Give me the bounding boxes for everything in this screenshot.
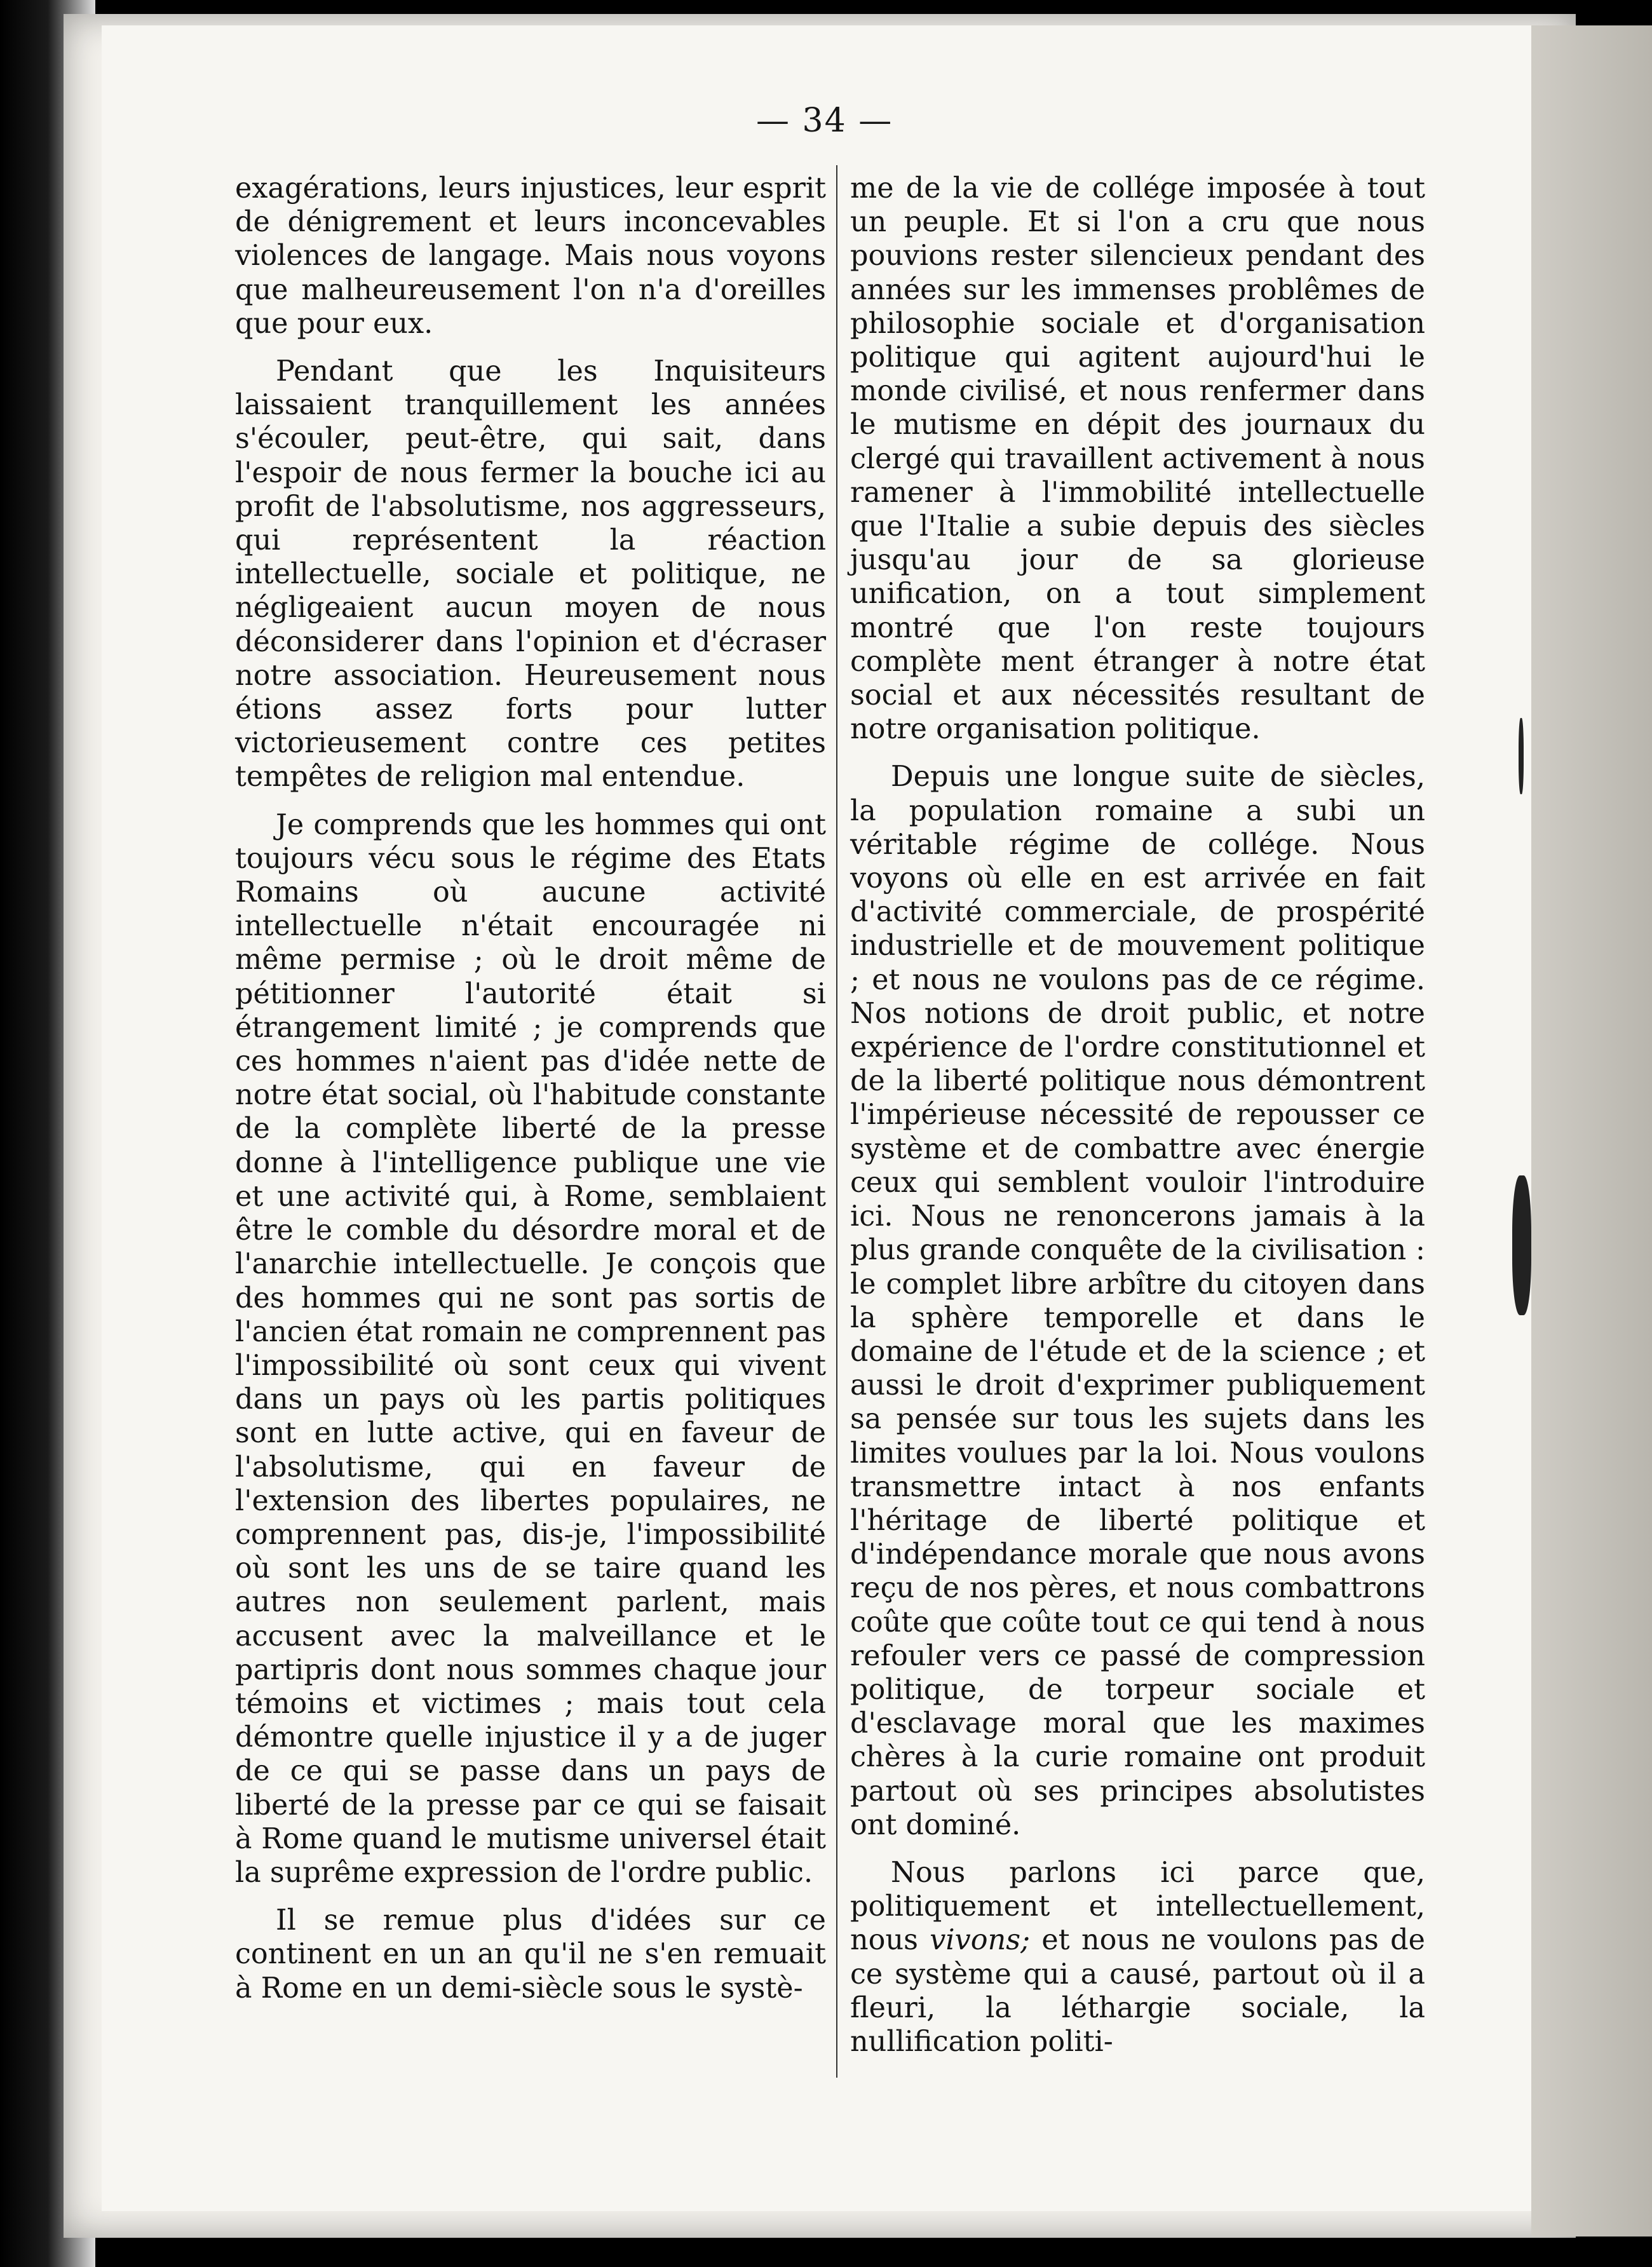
margin-mark-2 [1512,1175,1531,1315]
left-paragraph-1: exagérations, leurs injustices, leur esprit de dénigrement et leurs inconcevables violences de langage. Mais nous voyons que malheureusement l'on n'a d'oreilles que pour eux. [235,172,826,340]
left-paragraph-4: Il se remue plus d'idées sur ce continent en un an qu'il ne s'en remuait à Rome en un demi-siècle sous le systè- [235,1904,826,2005]
left-paragraph-2: Pendant que les Inquisiteurs laissaient tranquillement les années s'écouler, peut-être, qui sait, dans l'espoir de nous fermer la bouche ici au profit de l'absolutisme, nos aggresseurs, qui représentent la réaction intellectuelle, sociale et politique, ne négligeaient aucun moyen de nous déconsiderer dans l'opinion et d'écraser notre association. Heureusement nous étions assez forts pour lutter victorieusement contre ces petites tempêtes de religion mal entendue. [235,355,826,794]
page-number: — 34 — [756,102,893,140]
right-paragraph-1: me de la vie de collége imposée à tout un peuple. Et si l'on a cru que nous pouvions rester silencieux pendant des années sur les immenses problêmes de philosophie sociale et d'organisation politique qui agitent aujourd'hui le monde civilisé, et nous renfermer dans le mutisme en dépit des journaux du clergé qui travaillent activement à nous ramener à l'immobilité intellectuelle que l'Italie a subie depuis des siècles jusqu'au jour de sa glorieuse unification, on a tout simplement montré que l'on reste toujours complète ment étranger à notre état social et aux nécessités resultant de notre organisation politique. [850,172,1425,746]
margin-scan-marks [1500,693,1550,1391]
column-divider [836,165,837,2078]
margin-mark-1 [1519,718,1524,794]
left-paragraph-3: Je comprends que les hommes qui ont toujours vécu sous le régime des Etats Romains où aucune activité intellectuelle n'était encouragée ni même permise ; où le droit même de pétitionner l'autorité était si étrangement limité ; je comprends que ces hommes n'aient pas d'idée nette de notre état social, où l'habitude constante de la complète liberté de la presse donne à l'intelligence publique une vie et une activité qui, à Rome, semblaient être le comble du désordre moral et de l'anarchie intellectuelle. Je conçois que des hommes qui ne sont pas sortis de l'ancien état romain ne comprennent pas l'impossibilité où sont ceux qui vivent dans un pays où les partis politiques sont en lutte active, qui en faveur de l'absolutisme, qui en faveur de l'extension des libertes populaires, ne comprennent pas, dis-je, l'impossibilité où sont les uns de se taire quand les autres non seulement parlent, mais accusent avec la malveillance et le partipris dont nous sommes chaque jour témoins et victimes ; mais tout cela démontre quelle injustice il y a de juger de ce qui se passe dans un pays de liberté de la presse par ce qui se faisait à Rome quand le mutisme universel était la suprême expression de l'ordre public. [235,808,826,1889]
right-column [850,172,1425,2059]
right-paragraph-2: Depuis une longue suite de siècles, la population romaine a subi un véritable régime de collége. Nous voyons où elle en est arrivée en fait d'activité commerciale, de prospérité industrielle et de mouvement politique ; et nous ne voulons pas de ce régime. Nos notions de droit public, et notre expérience de l'ordre constitutionnel et de la liberté politique nous démontrent l'impérieuse nécessité de repousser ce système et de combattre avec énergie ceux qui semblent vouloir l'introduire ici. Nous ne renoncerons jamais à la plus grande conquête de la civilisation : le complet libre arbître du citoyen dans la sphère temporelle et dans le domaine de l'étude et de la science ; et aussi le droit d'exprimer publiquement sa pensée sur tous les sujets dans les limites voulues par la loi. Nous voulons transmettre intact à nos enfants l'héritage de liberté politique et d'indépendance morale que nous avons reçu de nos pères, et nous combattrons coûte que coûte tout ce qui tend à nous refouler vers ce passé de compression politique, de torpeur sociale et d'esclavage moral que les maximes chères à la curie romaine ont produit partout où ses principes absolutistes ont dominé. [850,761,1425,1841]
right-paragraph-3-emphasis: vivons; [930,1924,1031,1957]
left-column [235,172,826,2005]
right-paragraph-3-start: Nous parlons ici parce que, politiquement et intellectuellement, nous [850,1856,1425,1957]
right-paragraph-3 [850,1856,1425,2059]
right-paragraph-3-end: et nous ne voulons pas de ce système qui a causé, partout où il a fleuri, la léthargie sociale, la nullification politi- [850,1924,1425,2058]
